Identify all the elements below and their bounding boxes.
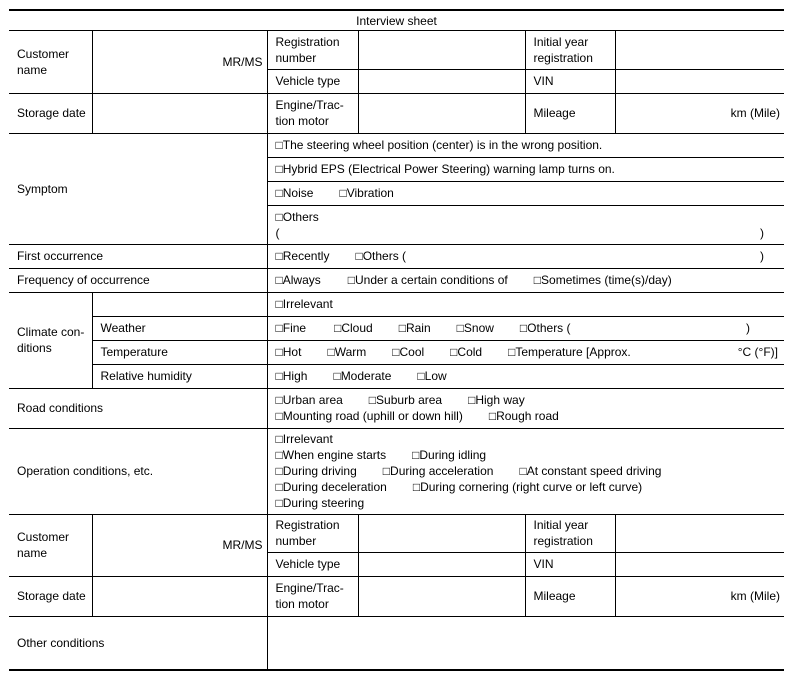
temp-hot-option[interactable]: □Hot — [275, 345, 302, 359]
weather-cloud-option[interactable]: □Cloud — [334, 321, 373, 335]
climate-blank-cell — [92, 292, 267, 316]
weather-row — [9, 316, 784, 340]
first-occurrence-row — [9, 244, 784, 268]
vin-field[interactable] — [615, 552, 784, 576]
first-occurrence-label: First occurrence — [9, 244, 267, 268]
weather-snow-option[interactable]: □Snow — [456, 321, 494, 335]
other-conditions-row — [9, 616, 784, 670]
road-options — [267, 388, 784, 428]
symptom-row-1 — [9, 133, 784, 157]
under-conditions-option[interactable]: □Under a certain conditions of — [347, 273, 508, 287]
close-paren: ) — [746, 321, 750, 335]
op-cornering-option[interactable]: □During cornering (right curve or left curve) — [412, 480, 643, 494]
vehicle-type-label: Vehicle type — [267, 552, 358, 576]
frequency-label: Frequency of occurrence — [9, 268, 267, 292]
customer-row — [9, 31, 784, 69]
vin-field[interactable] — [615, 69, 784, 93]
initial-year-registration-field[interactable] — [615, 31, 784, 69]
operation-row — [9, 428, 784, 514]
initial-year-registration-label: Initial year registration — [525, 31, 615, 69]
mr-ms-label: MR/MS — [222, 538, 263, 552]
checkbox-icon[interactable]: □ — [275, 162, 283, 176]
mileage-field[interactable] — [615, 93, 784, 133]
initial-year-registration-label: Initial year registration — [525, 514, 615, 552]
road-highway-option[interactable]: □High way — [468, 393, 525, 407]
road-mounting-option[interactable]: □Mounting road (uphill or down hill) — [275, 409, 463, 423]
customer-row — [9, 514, 784, 552]
frequency-row — [9, 268, 784, 292]
weather-label: Weather — [92, 316, 267, 340]
vehicle-type-field[interactable] — [358, 69, 525, 93]
road-suburb-option[interactable]: □Suburb area — [368, 393, 443, 407]
climate-irrelevant-option[interactable]: □Irrelevant — [267, 292, 784, 316]
road-urban-option[interactable]: □Urban area — [275, 393, 343, 407]
storage-row — [9, 93, 784, 133]
registration-number-label: Registration number — [267, 31, 358, 69]
storage-row — [9, 576, 784, 616]
humidity-high-option[interactable]: □High — [275, 369, 308, 383]
vin-label: VIN — [525, 69, 615, 93]
initial-year-registration-field[interactable] — [615, 514, 784, 552]
engine-traction-motor-label: Engine/Trac-tion motor — [267, 576, 358, 616]
weather-fine-option[interactable]: □Fine — [275, 321, 307, 335]
op-idling-option[interactable]: □During idling — [412, 448, 487, 462]
road-conditions-label: Road conditions — [9, 388, 267, 428]
op-constant-speed-option[interactable]: □At constant speed driving — [519, 464, 662, 478]
humidity-moderate-option[interactable]: □Moderate — [333, 369, 392, 383]
checkbox-icon[interactable]: □ — [275, 209, 283, 224]
customer-name-field[interactable] — [92, 514, 267, 576]
climate-row-irrelevant — [9, 292, 784, 316]
engine-traction-motor-field[interactable] — [358, 93, 525, 133]
symptom-option[interactable]: □The steering wheel position (center) is in the wrong position. — [267, 133, 784, 157]
op-acceleration-option[interactable]: □During acceleration — [382, 464, 494, 478]
mileage-field[interactable] — [615, 576, 784, 616]
temperature-unit: °C (°F)] — [737, 345, 778, 359]
customer-name-field[interactable] — [92, 31, 267, 93]
operation-conditions-label: Operation conditions, etc. — [9, 428, 267, 514]
close-paren: ) — [760, 225, 764, 240]
mileage-label: Mileage — [525, 576, 615, 616]
storage-date-label: Storage date — [9, 93, 92, 133]
engine-traction-motor-field[interactable] — [358, 576, 525, 616]
engine-traction-motor-label: Engine/Trac-tion motor — [267, 93, 358, 133]
temperature-label: Temperature — [92, 340, 267, 364]
weather-others-option[interactable]: □Others ( — [519, 321, 571, 335]
storage-date-label: Storage date — [9, 576, 92, 616]
op-driving-option[interactable]: □During driving — [275, 464, 357, 478]
sheet-title: Interview sheet — [9, 9, 784, 31]
noise-option[interactable]: □Noise — [275, 186, 314, 200]
weather-options — [267, 316, 784, 340]
op-deceleration-option[interactable]: □During deceleration — [275, 480, 387, 494]
interview-sheet — [9, 9, 784, 671]
storage-date-field[interactable] — [92, 93, 267, 133]
symptom-noise-vibration — [267, 181, 784, 205]
symptom-others[interactable]: □Others ( ) — [267, 205, 784, 244]
km-mile-unit: km (Mile) — [730, 106, 780, 120]
registration-number-field[interactable] — [358, 514, 525, 552]
op-irrelevant-option[interactable]: □Irrelevant — [275, 432, 333, 446]
open-paren: ( — [275, 225, 280, 240]
frequency-options — [267, 268, 784, 292]
vehicle-type-field[interactable] — [358, 552, 525, 576]
sometimes-option[interactable]: □Sometimes (time(s)/day) — [533, 273, 672, 287]
vibration-option[interactable]: □Vibration — [339, 186, 394, 200]
registration-number-label: Registration number — [267, 514, 358, 552]
recently-option[interactable]: □Recently — [275, 249, 330, 263]
temp-cold-option[interactable]: □Cold — [450, 345, 483, 359]
climate-label: Climate con-ditions — [9, 292, 92, 388]
humidity-label: Relative humidity — [92, 364, 267, 388]
mr-ms-label: MR/MS — [222, 54, 263, 69]
symptom-label: Symptom — [9, 133, 267, 244]
temp-warm-option[interactable]: □Warm — [327, 345, 367, 359]
humidity-low-option[interactable]: □Low — [417, 369, 447, 383]
mileage-label: Mileage — [525, 93, 615, 133]
customer-name-label: Customer name — [9, 31, 92, 93]
interview-table — [9, 31, 784, 671]
vehicle-type-label: Vehicle type — [267, 69, 358, 93]
weather-rain-option[interactable]: □Rain — [398, 321, 431, 335]
op-steering-option[interactable]: □During steering — [275, 496, 365, 510]
op-engine-starts-option[interactable]: □When engine starts — [275, 448, 387, 462]
checkbox-icon[interactable]: □ — [275, 138, 283, 152]
temperature-options — [267, 340, 784, 364]
storage-date-field[interactable] — [92, 576, 267, 616]
temperature-row — [9, 340, 784, 364]
vin-label: VIN — [525, 552, 615, 576]
other-conditions-label: Other conditions — [9, 616, 267, 670]
registration-number-field[interactable] — [358, 31, 525, 69]
humidity-options — [267, 364, 784, 388]
road-rough-option[interactable]: □Rough road — [488, 409, 559, 423]
first-occurrence-options — [267, 244, 784, 268]
temp-approx-option[interactable]: □Temperature [Approx. — [508, 345, 631, 359]
close-paren: ) — [760, 249, 764, 263]
checkbox-icon[interactable]: □ — [275, 297, 283, 311]
always-option[interactable]: □Always — [275, 273, 321, 287]
symptom-option[interactable]: □Hybrid EPS (Electrical Power Steering) warning lamp turns on. — [267, 157, 784, 181]
temp-cool-option[interactable]: □Cool — [392, 345, 425, 359]
operation-options — [267, 428, 784, 514]
humidity-row — [9, 364, 784, 388]
km-mile-unit: km (Mile) — [730, 589, 780, 603]
road-row — [9, 388, 784, 428]
others-option[interactable]: □Others ( — [355, 249, 407, 263]
other-conditions-field[interactable] — [267, 616, 784, 670]
customer-name-label: Customer name — [9, 514, 92, 576]
